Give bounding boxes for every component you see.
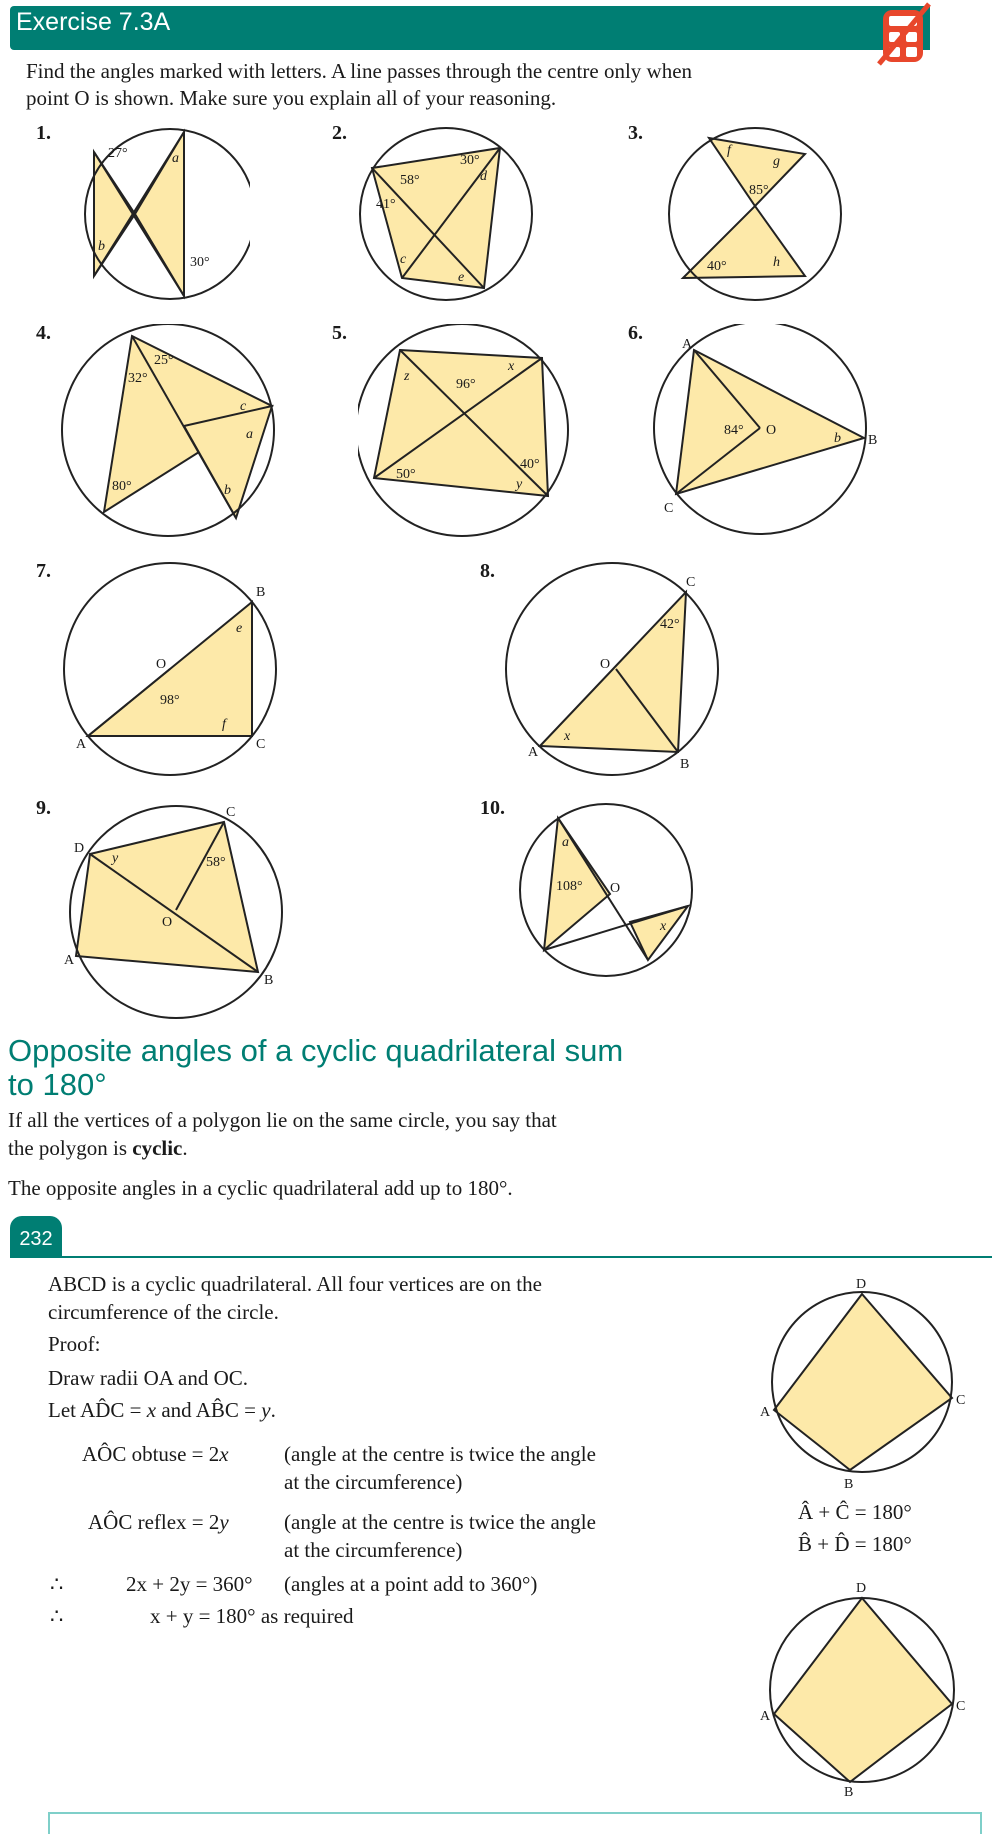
vertex-label: C bbox=[686, 575, 696, 590]
angle-label: 108° bbox=[556, 879, 583, 894]
text-run: the polygon is bbox=[8, 1136, 133, 1160]
proof-line-4: Draw radii OA and OC. bbox=[48, 1366, 249, 1390]
angle-label: f bbox=[222, 717, 226, 732]
proof-step-3-reason: (angles at a point add to 360°) bbox=[284, 1572, 538, 1596]
vertex-label: B bbox=[680, 757, 690, 772]
proof-step-1-reason bbox=[284, 1440, 596, 1496]
reason-line: (angle at the centre is twice the angle bbox=[284, 1510, 596, 1534]
instructions-line-1: Find the angles marked with letters. A line passes through the centre only when bbox=[26, 59, 693, 83]
angle-label: h bbox=[773, 255, 780, 270]
cyclic-quadrilateral-diagram-2 bbox=[760, 1580, 980, 1800]
question-number: 5. bbox=[332, 322, 347, 344]
term-cyclic: cyclic bbox=[132, 1136, 183, 1160]
vertex-label: B bbox=[844, 1785, 854, 1800]
angle-label: a bbox=[172, 151, 179, 166]
proof-step-3: 2x + 2y = 360° bbox=[126, 1572, 253, 1596]
section-heading bbox=[8, 1034, 728, 1102]
vertex-label: B bbox=[868, 433, 878, 448]
angle-label: 27° bbox=[108, 146, 128, 161]
vertex-label: A bbox=[528, 745, 539, 760]
text-run: Let AD̂C = bbox=[48, 1398, 147, 1422]
angle-label: e bbox=[458, 270, 465, 285]
reason-line: (angle at the centre is twice the angle bbox=[284, 1442, 596, 1466]
vertex-label: C bbox=[956, 1393, 966, 1408]
angle-label: 30° bbox=[190, 255, 210, 270]
proof-step-4: x + y = 180° as required bbox=[150, 1604, 354, 1628]
cyclic-theorem: The opposite angles in a cyclic quadrilateral add up to 180°. bbox=[8, 1176, 513, 1200]
instructions-line-2: point O is shown. Make sure you explain all of your reasoning. bbox=[26, 86, 557, 110]
question-7-diagram bbox=[60, 562, 300, 782]
no-calculator-icon bbox=[875, 2, 935, 66]
angle-label: d bbox=[480, 169, 487, 184]
question-8-diagram bbox=[500, 562, 740, 782]
proof-line-5 bbox=[48, 1396, 276, 1424]
proof-step-2 bbox=[88, 1508, 229, 1536]
vertex-label: A bbox=[76, 737, 87, 752]
instructions bbox=[26, 58, 876, 112]
var-x: x bbox=[219, 1442, 229, 1466]
angle-label: e bbox=[236, 621, 243, 636]
angle-label: 96° bbox=[456, 377, 476, 392]
question-number: 2. bbox=[332, 122, 347, 144]
vertex-label: C bbox=[226, 805, 236, 820]
angle-label: 84° bbox=[724, 423, 744, 438]
angle-label: 41° bbox=[376, 197, 396, 212]
vertex-label: D bbox=[856, 1277, 867, 1292]
text-run: AÔC obtuse = 2 bbox=[82, 1442, 220, 1466]
proof-line-2: circumference of the circle. bbox=[48, 1300, 279, 1324]
angle-label: 25° bbox=[154, 353, 174, 368]
angle-label: 42° bbox=[660, 617, 680, 632]
reason-line: at the circumference) bbox=[284, 1538, 463, 1562]
question-10-diagram bbox=[510, 800, 730, 1000]
angle-label: 58° bbox=[206, 855, 226, 870]
vertex-label: B bbox=[256, 585, 266, 600]
angle-label: f bbox=[727, 143, 731, 158]
angle-label: y bbox=[112, 851, 119, 866]
vertex-label: C bbox=[256, 737, 266, 752]
angle-label: a bbox=[246, 427, 253, 442]
question-number: 4. bbox=[36, 322, 51, 344]
question-1-diagram bbox=[60, 120, 250, 310]
question-number: 6. bbox=[628, 322, 643, 344]
question-number: 9. bbox=[36, 797, 51, 819]
angle-label: 58° bbox=[400, 173, 420, 188]
var-x: x bbox=[146, 1398, 157, 1422]
angle-label: 30° bbox=[460, 153, 480, 168]
exercise-title: Exercise 7.3A bbox=[16, 8, 171, 36]
angle-label: 98° bbox=[160, 693, 180, 708]
proof-step-2-reason bbox=[284, 1508, 596, 1564]
question-number: 3. bbox=[628, 122, 643, 144]
cyclic-definition bbox=[8, 1106, 728, 1162]
question-5-diagram bbox=[358, 324, 578, 544]
vertex-label: C bbox=[956, 1699, 966, 1714]
angle-label: b bbox=[98, 239, 105, 254]
text-run: . bbox=[270, 1398, 276, 1422]
angle-label: c bbox=[240, 399, 247, 414]
question-6-diagram bbox=[650, 324, 890, 544]
question-number: 1. bbox=[36, 122, 51, 144]
therefore-symbol: ∴ bbox=[50, 1604, 64, 1628]
angle-label: x bbox=[508, 359, 515, 374]
vertex-label: B bbox=[844, 1477, 854, 1490]
vertex-label: A bbox=[760, 1709, 771, 1724]
definition-line-1: If all the vertices of a polygon lie on the same circle, you say that bbox=[8, 1108, 557, 1132]
var-y: y bbox=[219, 1510, 229, 1534]
angle-label: x bbox=[660, 919, 667, 934]
angle-label: c bbox=[400, 252, 407, 267]
angle-label: z bbox=[404, 369, 410, 384]
proof-line-1: ABCD is a cyclic quadrilateral. All four vertices are on the bbox=[48, 1272, 542, 1296]
vertex-label: A bbox=[760, 1405, 771, 1420]
page-rule bbox=[10, 1256, 992, 1258]
cyclic-quadrilateral-diagram bbox=[760, 1274, 980, 1490]
angle-label: a bbox=[562, 835, 569, 850]
vertex-label: B bbox=[264, 973, 274, 988]
opposite-angles-equation-2: B̂ + D̂ = 180° bbox=[798, 1532, 912, 1556]
text-run: . bbox=[182, 1136, 188, 1160]
var-y: y bbox=[261, 1398, 271, 1422]
opposite-angles-equation-1: Â + Ĉ = 180° bbox=[798, 1500, 912, 1524]
text-run: AÔC reflex = 2 bbox=[88, 1510, 220, 1534]
vertex-label: A bbox=[64, 953, 75, 968]
question-number: 10. bbox=[480, 797, 505, 819]
angle-label: b bbox=[224, 483, 231, 498]
angle-label: 85° bbox=[749, 183, 769, 198]
question-number: 7. bbox=[36, 560, 51, 582]
proof-line-3: Proof: bbox=[48, 1332, 101, 1356]
question-number: 8. bbox=[480, 560, 495, 582]
angle-label: 40° bbox=[520, 457, 540, 472]
centre-label: O bbox=[610, 881, 621, 896]
section-heading-line-1: Opposite angles of a cyclic quadrilateral sum bbox=[8, 1033, 624, 1068]
proof-step-1 bbox=[82, 1440, 229, 1468]
section-heading-line-2: to 180° bbox=[8, 1067, 107, 1102]
angle-label: g bbox=[773, 154, 780, 169]
vertex-label: C bbox=[664, 501, 674, 516]
vertex-label: D bbox=[856, 1581, 867, 1596]
question-4-diagram bbox=[60, 324, 280, 544]
question-3-diagram bbox=[655, 120, 845, 310]
question-2-diagram bbox=[358, 120, 548, 310]
angle-label: 32° bbox=[128, 371, 148, 386]
angle-label: y bbox=[516, 477, 523, 492]
vertex-label: A bbox=[682, 337, 693, 352]
definition-line-2 bbox=[8, 1134, 728, 1162]
angle-label: x bbox=[564, 729, 571, 744]
centre-label: O bbox=[766, 423, 777, 438]
question-9-diagram bbox=[60, 800, 300, 1020]
centre-label: O bbox=[600, 657, 611, 672]
reason-line: at the circumference) bbox=[284, 1470, 463, 1494]
centre-label: O bbox=[162, 915, 173, 930]
angle-label: 80° bbox=[112, 479, 132, 494]
vertex-label: D bbox=[74, 841, 85, 856]
info-box-edge bbox=[48, 1812, 982, 1834]
centre-label: O bbox=[156, 657, 167, 672]
page-number: 232 bbox=[10, 1216, 62, 1258]
text-run: and AB̂C = bbox=[156, 1398, 262, 1422]
therefore-symbol: ∴ bbox=[50, 1572, 64, 1596]
angle-label: 50° bbox=[396, 467, 416, 482]
angle-label: 40° bbox=[707, 259, 727, 274]
angle-label: b bbox=[834, 431, 841, 446]
